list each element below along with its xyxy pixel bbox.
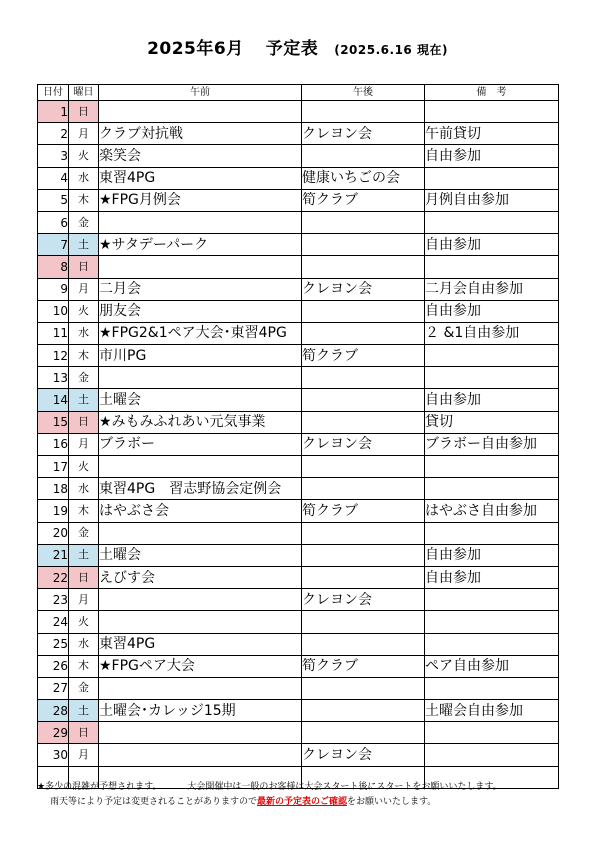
cell-weekday: 土 [69,234,99,256]
cell-note: 貸切 [425,411,559,433]
cell-pm: 筍クラブ [302,655,425,677]
cell-weekday: 金 [69,677,99,699]
cell-pm: クレヨン会 [302,744,425,766]
cell-pm [302,411,425,433]
table-row [38,500,559,522]
cell-note [425,589,559,611]
cell-am [99,101,302,123]
cell-pm: 健康いちごの会 [302,167,425,189]
cell-am [99,744,302,766]
table-row [38,278,559,300]
cell-note [425,345,559,367]
cell-am [99,256,302,278]
cell-day: 20 [38,522,69,544]
cell-weekday: 火 [69,300,99,322]
cell-weekday: 月 [69,744,99,766]
title-date: (2025.6.16 現在) [334,43,448,57]
footer-note-latest: 最新の予定表のご確認 [257,797,348,807]
header-day: 日付 [38,85,69,101]
cell-pm [302,700,425,722]
cell-note [425,522,559,544]
cell-pm [302,566,425,588]
cell-note: 自由参加 [425,566,559,588]
cell-day: 27 [38,677,69,699]
cell-note [425,101,559,123]
cell-note [425,633,559,655]
cell-weekday: 日 [69,101,99,123]
cell-am: ★FPGペア大会 [99,655,302,677]
cell-note [425,611,559,633]
cell-note [425,367,559,389]
cell-am: はやぶさ会 [99,500,302,522]
cell-am [99,589,302,611]
cell-am: 東習4PG [99,633,302,655]
cell-day: 17 [38,456,69,478]
cell-am [99,367,302,389]
cell-weekday: 土 [69,389,99,411]
cell-day: 1 [38,101,69,123]
table-row [38,389,559,411]
table-row [38,234,559,256]
cell-day: 22 [38,566,69,588]
cell-note: 午前貸切 [425,123,559,145]
table-row [38,633,559,655]
cell-pm [302,456,425,478]
cell-am: 楽笑会 [99,145,302,167]
cell-note [425,744,559,766]
schedule-table [37,84,559,789]
cell-weekday: 日 [69,566,99,588]
header-note: 備 考 [425,85,559,101]
cell-am: 土曜会 [99,544,302,566]
cell-am: えびす会 [99,566,302,588]
cell-note: ブラボー自由参加 [425,433,559,455]
cell-weekday: 日 [69,722,99,744]
table-row [38,433,559,455]
cell-weekday: 月 [69,123,99,145]
cell-note [425,167,559,189]
cell-pm [302,300,425,322]
cell-am: 市川PG [99,345,302,367]
cell-day: 7 [38,234,69,256]
cell-day: 2 [38,123,69,145]
cell-am [99,722,302,744]
cell-pm [302,722,425,744]
footer-note-crowd: ★多少の混雑が予想されます。 [37,782,162,792]
table-row [38,566,559,588]
cell-pm: 筍クラブ [302,189,425,211]
cell-pm [302,322,425,344]
header-am: 午前 [99,85,302,101]
table-row [38,611,559,633]
table-row [38,589,559,611]
cell-day: 18 [38,478,69,500]
cell-note: 自由参加 [425,389,559,411]
cell-pm [302,611,425,633]
cell-note: 月例自由参加 [425,189,559,211]
cell-day: 30 [38,744,69,766]
cell-weekday: 月 [69,433,99,455]
table-row [38,256,559,278]
table-row [38,522,559,544]
cell-day: 29 [38,722,69,744]
cell-day: 3 [38,145,69,167]
cell-pm: 筍クラブ [302,345,425,367]
cell-weekday: 日 [69,411,99,433]
table-row [38,145,559,167]
footer-note-change: 雨天等により予定は変更されることがありますので [50,797,258,807]
table-row [38,411,559,433]
cell-weekday: 木 [69,655,99,677]
cell-note: 自由参加 [425,145,559,167]
table-row [38,478,559,500]
cell-am: ★サタデーパーク [99,234,302,256]
table-row [38,345,559,367]
table-row [38,167,559,189]
cell-pm [302,677,425,699]
cell-day: 8 [38,256,69,278]
cell-pm [302,234,425,256]
table-row [38,101,559,123]
table-row [38,123,559,145]
cell-am: ★FPG月例会 [99,189,302,211]
footer-line-1 [37,779,567,792]
cell-am: ★FPG2&1ペア大会･東習4PG [99,322,302,344]
cell-weekday: 木 [69,189,99,211]
cell-am: ブラボー [99,433,302,455]
cell-weekday: 水 [69,167,99,189]
title-month: 2025年6月 [147,39,244,59]
cell-am [99,677,302,699]
cell-weekday: 木 [69,500,99,522]
cell-weekday: 水 [69,478,99,500]
cell-weekday: 木 [69,345,99,367]
header-weekday: 曜日 [69,85,99,101]
cell-weekday: 水 [69,633,99,655]
cell-weekday: 火 [69,611,99,633]
cell-pm: クレヨン会 [302,589,425,611]
cell-pm [302,145,425,167]
cell-pm [302,522,425,544]
cell-day: 6 [38,211,69,233]
table-row [38,544,559,566]
cell-day: 14 [38,389,69,411]
footer-note-tournament: 大会開催中は一般のお客様は大会スタート後にスタートをお願いいたします。 [187,782,502,792]
cell-day: 15 [38,411,69,433]
table-row [38,456,559,478]
header-row [38,85,559,101]
cell-weekday: 土 [69,700,99,722]
cell-note: はやぶさ自由参加 [425,500,559,522]
cell-am [99,522,302,544]
cell-day: 11 [38,322,69,344]
footer-line-2 [50,794,580,807]
cell-day: 23 [38,589,69,611]
cell-pm [302,367,425,389]
title-schedule: 予定表 [265,39,319,59]
cell-am [99,211,302,233]
cell-day: 16 [38,433,69,455]
cell-note: ペア自由参加 [425,655,559,677]
cell-am: クラブ対抗戦 [99,123,302,145]
cell-am: 朋友会 [99,300,302,322]
table-row [38,211,559,233]
cell-note [425,722,559,744]
cell-day: 4 [38,167,69,189]
table-row [38,744,559,766]
cell-pm [302,544,425,566]
cell-note: 自由参加 [425,544,559,566]
table-row [38,300,559,322]
cell-note [425,256,559,278]
cell-day: 21 [38,544,69,566]
cell-note [425,478,559,500]
table-row [38,189,559,211]
cell-day: 10 [38,300,69,322]
cell-day: 5 [38,189,69,211]
page-title [0,34,595,59]
cell-day: 9 [38,278,69,300]
cell-pm: クレヨン会 [302,433,425,455]
cell-weekday: 月 [69,278,99,300]
cell-day: 13 [38,367,69,389]
table-row [38,322,559,344]
cell-day: 12 [38,345,69,367]
cell-weekday: 火 [69,145,99,167]
cell-pm [302,256,425,278]
table-row [38,677,559,699]
cell-am: 二月会 [99,278,302,300]
cell-weekday: 月 [69,589,99,611]
cell-pm [302,389,425,411]
cell-am [99,611,302,633]
cell-pm [302,101,425,123]
cell-note: 二月会自由参加 [425,278,559,300]
cell-weekday: 土 [69,544,99,566]
cell-pm [302,211,425,233]
cell-weekday: 日 [69,256,99,278]
cell-note: ２ &1自由参加 [425,322,559,344]
cell-note [425,211,559,233]
cell-pm: クレヨン会 [302,278,425,300]
cell-weekday: 金 [69,367,99,389]
table-row [38,367,559,389]
cell-note [425,456,559,478]
cell-weekday: 火 [69,456,99,478]
cell-am [99,456,302,478]
cell-pm: 筍クラブ [302,500,425,522]
cell-note: 自由参加 [425,234,559,256]
cell-day: 26 [38,655,69,677]
cell-note: 自由参加 [425,300,559,322]
cell-day: 28 [38,700,69,722]
cell-am: 土曜会 [99,389,302,411]
header-pm: 午後 [302,85,425,101]
cell-pm [302,633,425,655]
cell-note [425,677,559,699]
cell-note: 土曜会自由参加 [425,700,559,722]
footer-note-request: をお願いいたします。 [347,797,437,807]
cell-day: 19 [38,500,69,522]
cell-pm: クレヨン会 [302,123,425,145]
schedule-body [38,101,559,789]
table-row [38,722,559,744]
table-row [38,700,559,722]
cell-weekday: 金 [69,211,99,233]
cell-am: 東習4PG [99,167,302,189]
cell-day: 25 [38,633,69,655]
cell-am: 土曜会･カレッジ15期 [99,700,302,722]
cell-am: 東習4PG 習志野協会定例会 [99,478,302,500]
cell-am: ★みもみふれあい元気事業 [99,411,302,433]
table-row [38,655,559,677]
cell-weekday: 水 [69,322,99,344]
cell-weekday: 金 [69,522,99,544]
cell-day: 24 [38,611,69,633]
cell-pm [302,478,425,500]
